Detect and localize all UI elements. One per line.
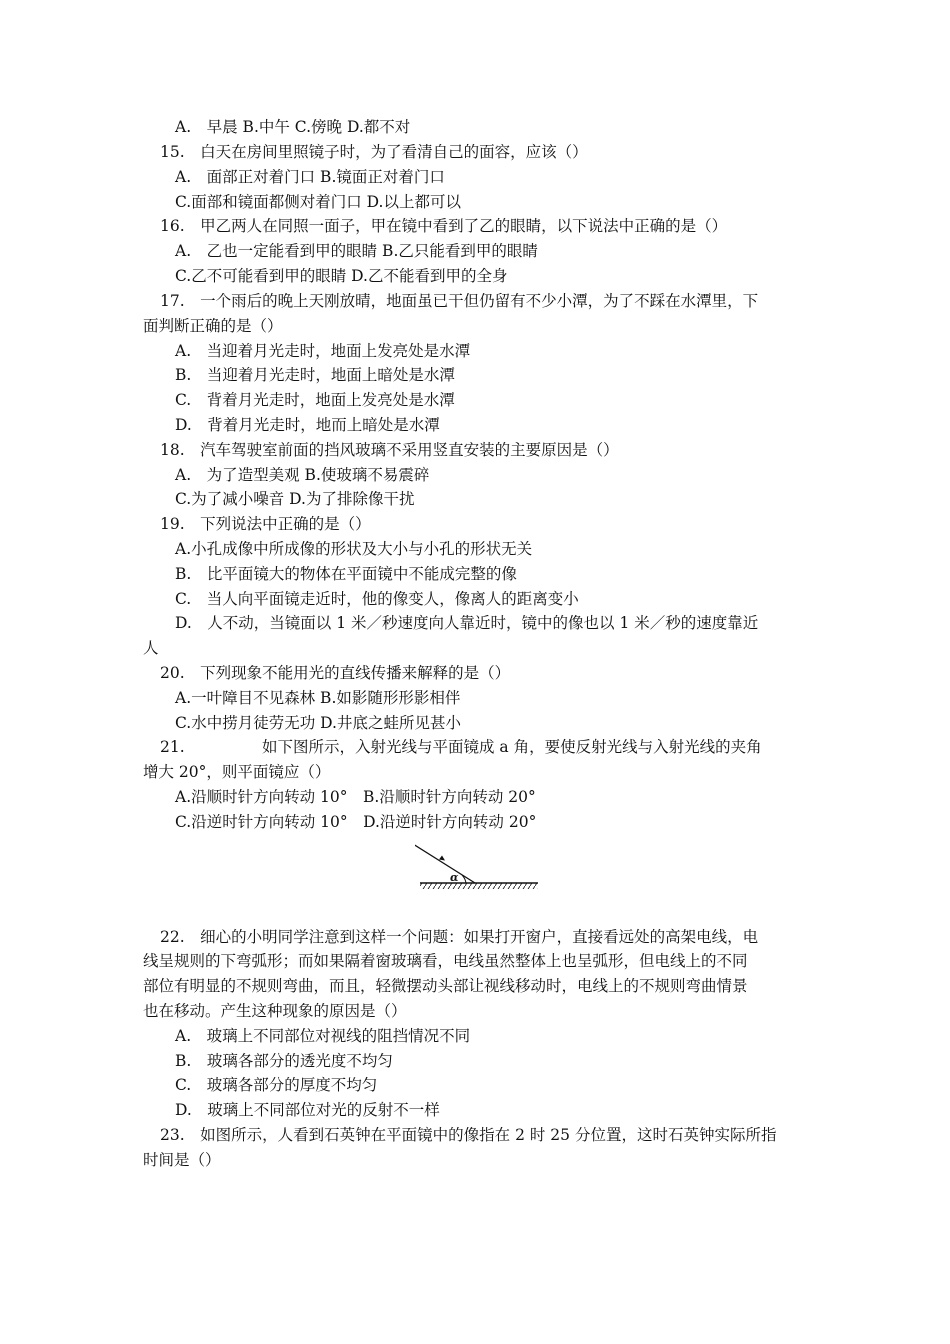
incident-ray-arrow — [439, 856, 445, 861]
q22-option-d: D. 玻璃上不同部位对光的反射不一样 — [175, 1101, 440, 1119]
q17-option-c: C. 背着月光走时，地面上发亮处是水潭 — [175, 391, 455, 409]
q15-options-1: A. 面部正对着门口 B.镜面正对着门口 — [175, 168, 445, 186]
q19-option-b: B. 比平面镜大的物体在平面镜中不能成完整的像 — [175, 565, 517, 583]
q20-options-2: C.水中捞月徒劳无功 D.井底之蛙所见甚小 — [175, 714, 461, 732]
q21-options-2: C.沿逆时针方向转动 10° D.沿逆时针方向转动 20° — [175, 813, 537, 831]
q23-stem-line1: 23. 如图所示，人看到石英钟在平面镜中的像指在 2 时 25 分位置，这时石英钟实际所指 — [160, 1126, 777, 1144]
q22-stem-line1: 22. 细心的小明同学注意到这样一个问题：如果打开窗户，直接看远处的高架电线，电 — [160, 928, 759, 946]
q22-stem-line3: 部位有明显的不规则弯曲，而且，轻微摆动头部让视线移动时，电线上的不规则弯曲情景 — [143, 977, 748, 995]
angle-alpha-label: α — [450, 871, 459, 884]
q19-option-c: C. 当人向平面镜走近时，他的像变人，像离人的距离变小 — [175, 590, 579, 608]
q22-option-a: A. 玻璃上不同部位对视线的阻挡情况不同 — [175, 1027, 471, 1045]
q22-option-b: B. 玻璃各部分的透光度不均匀 — [175, 1052, 393, 1070]
q22-stem-line2: 线呈规则的下弯弧形；而如果隔着窗玻璃看，电线虽然整体上也呈弧形，但电线上的不同 — [143, 952, 748, 970]
q15-options-2: C.面部和镜面都侧对着门口 D.以上都可以 — [175, 193, 461, 211]
q16-options-1: A. 乙也一定能看到甲的眼睛 B.乙只能看到甲的眼睛 — [175, 242, 538, 260]
q16-options-2: C.乙不可能看到甲的眼睛 D.乙不能看到甲的全身 — [175, 267, 508, 285]
q23-stem-line2: 时间是（） — [143, 1151, 221, 1169]
q22-option-c: C. 玻璃各部分的厚度不均匀 — [175, 1076, 378, 1094]
q14-options: A. 早晨 B.中午 C.傍晚 D.都不对 — [175, 118, 411, 136]
q19-option-d-line1: D. 人不动，当镜面以 1 米／秒速度向人靠近时，镜中的像也以 1 米／秒的速度靠近 — [175, 614, 759, 632]
q17-option-d: D. 背着月光走时，地而上暗处是水潭 — [175, 416, 440, 434]
q20-stem: 20. 下列现象不能用光的直线传播来解释的是（） — [160, 664, 511, 682]
q21-options-1: A.沿顺时针方向转动 10° B.沿顺时针方向转动 20° — [175, 788, 536, 806]
mirror-hatching — [420, 883, 538, 889]
q17-option-a: A. 当迎着月光走时，地面上发亮处是水潭 — [175, 342, 471, 360]
q17-stem-line2: 面判断正确的是（） — [143, 317, 283, 335]
q15-stem: 15. 白天在房间里照镜子时，为了看清自己的面容，应该（） — [160, 143, 588, 161]
q19-stem: 19. 下列说法中正确的是（） — [160, 515, 371, 533]
q18-options-1: A. 为了造型美观 B.使玻璃不易震碎 — [175, 466, 430, 484]
q19-option-a: A.小孔成像中所成像的形状及大小与小孔的形状无关 — [175, 540, 533, 558]
mirror-incidence-figure — [415, 838, 541, 890]
q17-stem-line1: 17. 一个雨后的晚上天刚放晴，地面虽已干但仍留有不少小潭，为了不踩在水潭里，下 — [160, 292, 759, 310]
q21-stem-line2: 增大 20°，则平面镜应（） — [143, 763, 331, 781]
q16-stem: 16. 甲乙两人在同照一面子，甲在镜中看到了乙的眼睛，以下说法中正确的是（） — [160, 217, 728, 235]
q22-stem-line4: 也在移动。产生这种现象的原因是（） — [143, 1002, 407, 1020]
q21-number: 21. — [160, 738, 185, 756]
q20-options-1: A.一叶障目不见森林 B.如影随形形影相伴 — [175, 689, 461, 707]
q17-option-b: B. 当迎着月光走时，地面上暗处是水潭 — [175, 366, 455, 384]
q18-options-2: C.为了减小噪音 D.为了排除像干扰 — [175, 490, 415, 508]
incident-ray-line — [415, 844, 475, 883]
q18-stem: 18. 汽车驾驶室前面的挡风玻璃不采用竖直安装的主要原因是（） — [160, 441, 619, 459]
q19-option-d-line2: 人 — [143, 639, 159, 657]
q21-stem-line1: 如下图所示，入射光线与平面镜成 a 角，要使反射光线与入射光线的夹角 — [262, 738, 762, 756]
